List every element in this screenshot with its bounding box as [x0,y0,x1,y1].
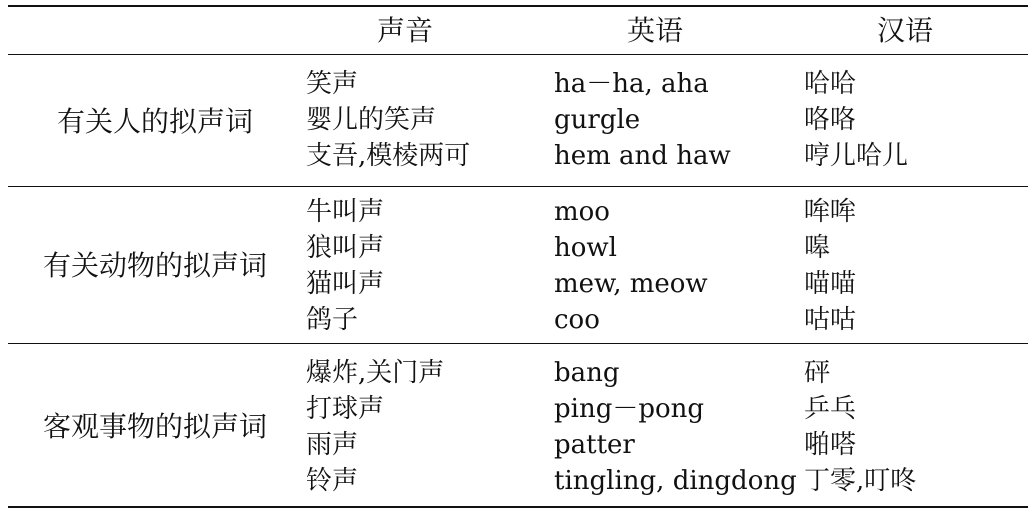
english-column [554,355,797,499]
chinese-cell: 哞哞 [804,197,857,227]
chinese-cell: 啪嗒 [804,430,857,460]
chinese-cell: 乒乓 [804,394,857,424]
sound-cell: 婴儿的笑声 [306,105,437,135]
chinese-cell: 咯咯 [804,105,857,135]
sound-cell: 支吾,模棱两可 [306,141,471,171]
chinese-cell: 砰 [804,358,831,388]
group-divider [8,343,1028,344]
chinese-cell: 咕咕 [804,305,857,335]
chinese-column [804,355,916,499]
chinese-cell: 丁零,叮咚 [804,466,917,496]
sound-cell: 爆炸,关门声 [306,358,445,388]
english-cell: tingling, dingdong [554,466,797,496]
table-top-rule [8,5,1028,7]
english-cell: bang [554,358,620,388]
english-cell: mew, meow [554,269,708,299]
header-sound: 声音 [376,14,433,47]
category-label: 客观事物的拟声词 [42,410,267,443]
english-cell: coo [554,305,600,335]
sound-cell: 狼叫声 [306,233,385,263]
sound-cell: 铃声 [306,466,359,496]
chinese-column [804,194,856,338]
english-column [554,194,708,338]
sound-cell: 猫叫声 [306,269,385,299]
sound-cell: 鸽子 [306,305,359,335]
sound-column [306,355,444,499]
group-divider [8,186,1028,187]
chinese-cell: 喵喵 [804,269,857,299]
english-cell: gurgle [554,105,641,135]
sound-cell: 打球声 [306,394,385,424]
category-label: 有关动物的拟声词 [42,249,267,282]
header-english: 英语 [626,14,683,47]
english-cell: ha－ha, aha [554,69,709,99]
sound-cell: 牛叫声 [306,197,385,227]
table-bottom-rule [8,506,1028,508]
english-cell: hem and haw [554,141,731,171]
english-column [554,66,731,174]
chinese-cell: 哈哈 [804,69,857,99]
header-divider [8,54,1028,55]
chinese-column [804,66,908,174]
table-group-people [8,66,1028,178]
sound-column [306,194,384,338]
sound-cell: 笑声 [306,69,359,99]
english-cell: howl [554,233,617,263]
table-group-objects [8,355,1028,501]
english-cell: moo [554,197,610,227]
english-cell: patter [554,430,635,460]
sound-cell: 雨声 [306,430,359,460]
category-label: 有关人的拟声词 [56,105,253,138]
header-chinese: 汉语 [876,14,933,47]
english-cell: ping－pong [554,394,705,424]
sound-column [306,66,470,174]
chinese-cell: 嗥 [804,233,831,263]
table-group-animals [8,194,1028,340]
chinese-cell: 哼儿哈儿 [804,141,909,171]
